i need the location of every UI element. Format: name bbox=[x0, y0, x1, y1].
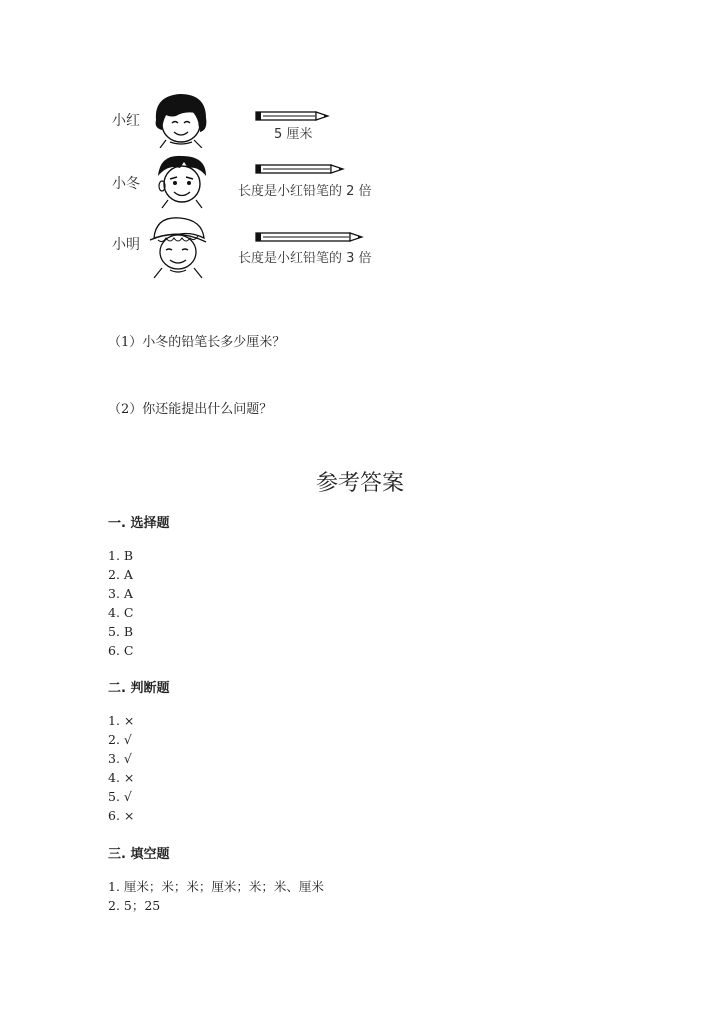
list-item: 1. 厘米；米；米；厘米；米；米、厘米 bbox=[108, 879, 324, 894]
list-item: 2. A bbox=[108, 567, 133, 582]
list-item: 5. √ bbox=[108, 789, 132, 804]
list-item: 1. B bbox=[108, 548, 134, 563]
answer-list-fill-blank bbox=[108, 877, 324, 915]
list-item: 4. × bbox=[108, 770, 135, 785]
list-item: 6. C bbox=[108, 643, 134, 658]
question-2: （2）你还能提出什么问题？ bbox=[108, 402, 273, 417]
pencil-long-icon bbox=[255, 231, 365, 243]
answer-key-title: 参考答案 bbox=[315, 471, 404, 496]
list-item: 6. × bbox=[108, 808, 135, 823]
kid-name-xiaoming: 小明 bbox=[112, 237, 140, 253]
list-item: 5. B bbox=[108, 624, 134, 639]
pencil-medium-icon bbox=[255, 163, 345, 175]
pencil-caption-xiaohong: 5 厘米 bbox=[274, 127, 313, 142]
section-title-fill-blank: 三. 填空题 bbox=[108, 847, 170, 862]
list-item: 2. 5；25 bbox=[108, 898, 161, 913]
girl-face-icon bbox=[146, 90, 214, 148]
section-title-judgement: 二. 判断题 bbox=[108, 681, 170, 696]
list-item: 3. √ bbox=[108, 751, 132, 766]
question-1: （1）小冬的铅笔长多少厘米？ bbox=[108, 335, 286, 350]
kid-name-xiaohong: 小红 bbox=[112, 113, 140, 129]
list-item: 3. A bbox=[108, 586, 133, 601]
kid-name-xiaodong: 小冬 bbox=[112, 176, 140, 192]
boy-face-icon bbox=[150, 152, 212, 210]
pencil-caption-xiaoming: 长度是小红铅笔的 3 倍 bbox=[238, 251, 372, 266]
pencil-caption-xiaodong: 长度是小红铅笔的 2 倍 bbox=[238, 184, 372, 199]
section-title-choice: 一. 选择题 bbox=[108, 516, 170, 531]
pencil-short-icon bbox=[255, 110, 330, 122]
answer-list-judgement bbox=[108, 711, 134, 825]
list-item: 4. C bbox=[108, 605, 134, 620]
answer-list-choice bbox=[108, 546, 133, 660]
boy-cap-face-icon bbox=[144, 212, 210, 282]
list-item: 2. √ bbox=[108, 732, 132, 747]
list-item: 1. × bbox=[108, 713, 135, 728]
